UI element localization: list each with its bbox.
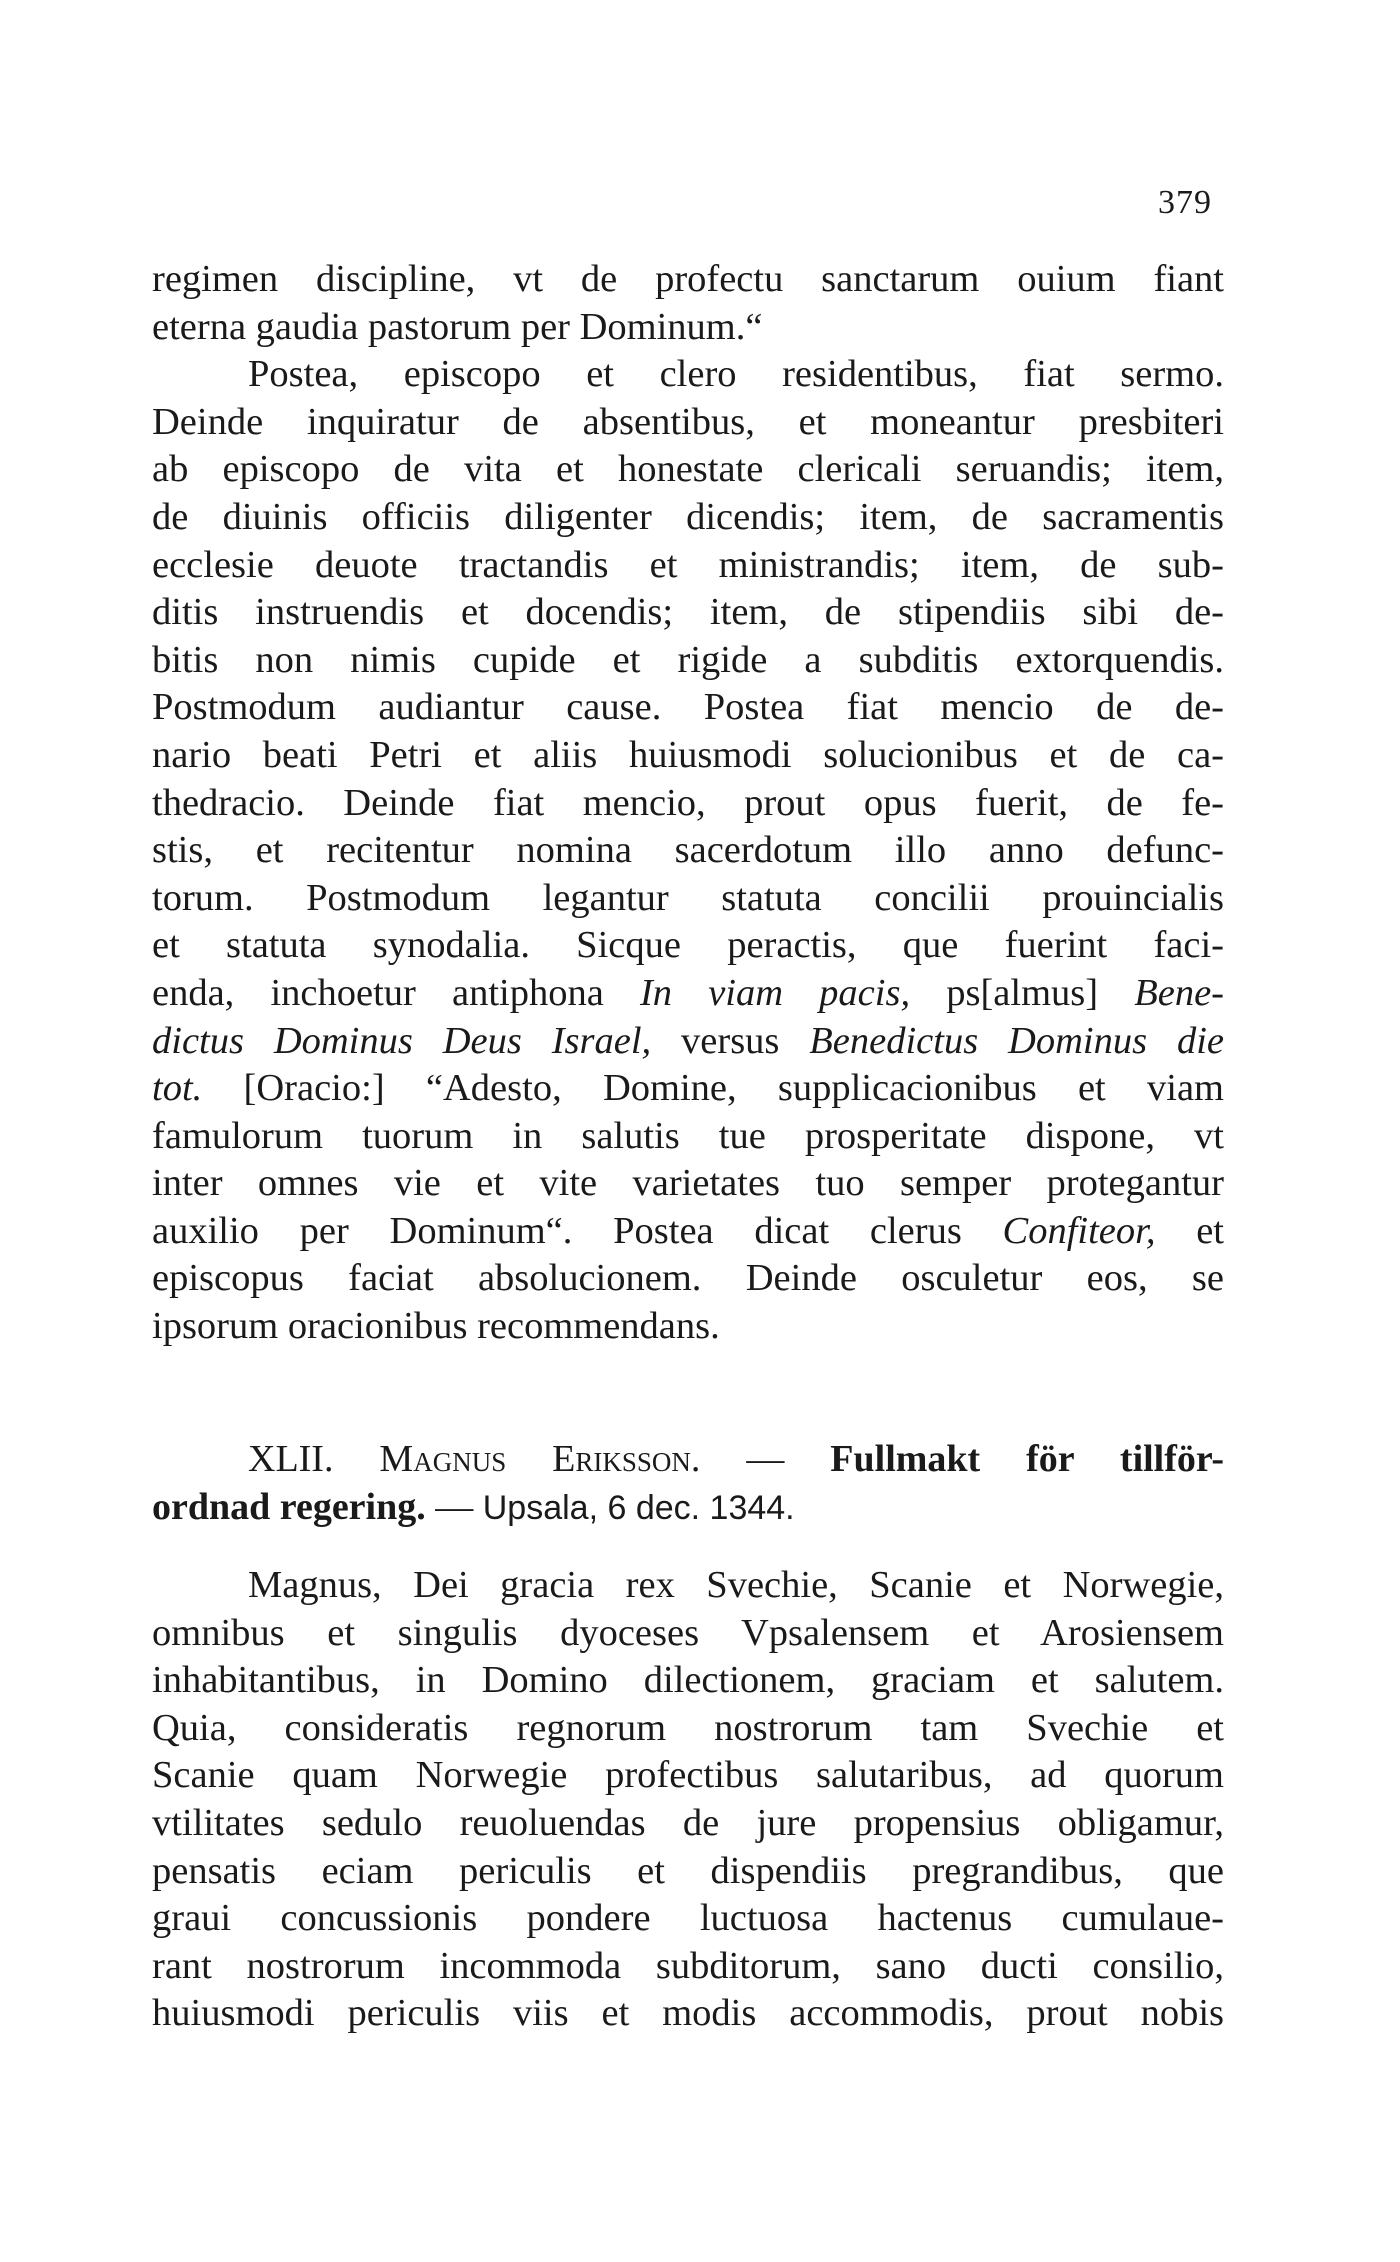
page-number: 379 — [1158, 184, 1212, 221]
text-line: Magnus, Dei gracia rex Svechie, Scanie et Norwegie, — [248, 1564, 1224, 1606]
text-line: de diuinis officiis diligenter dicendis; item, de sacramentis — [152, 495, 1224, 538]
text-line: regimen discipline, vt de profectu sanctarum ouium fiant — [152, 258, 1224, 300]
italic-title: Confiteor, — [1002, 1209, 1156, 1252]
text-run: versus — [651, 1019, 810, 1062]
text-line: Postea, episcopo et clero residentibus, fiat sermo. — [248, 353, 1224, 396]
text-line: Scanie quam Norwegie profectibus salutaribus, ad quorum — [152, 1754, 1224, 1797]
text-line: ab episcopo de vita et honestate clericali seruandis; item, — [152, 448, 1224, 491]
text-line: eterna gaudia pastorum per Dominum.“ — [152, 305, 763, 348]
text-line — [152, 970, 1224, 1018]
text-line: pensatis eciam periculis et dispendiis pregrandibus, que — [152, 1849, 1224, 1892]
italic-title: dictus Dominus Deus Israel, — [152, 1019, 652, 1062]
text-line: rant nostrorum incommoda subditorum, sano ducti consilio, — [152, 1944, 1224, 1987]
text-line: et statuta synodalia. Sicque peractis, que fuerint faci- — [152, 924, 1224, 967]
text-line: bitis non nimis cupide et rigide a subditis extorquendis. — [152, 638, 1224, 681]
text-line: vtilitates sedulo reuoluendas de jure propensius obligamur, — [152, 1801, 1224, 1844]
text-run: auxilio per Dominum“. Postea dicat clerus — [152, 1209, 1003, 1252]
dash: — — [700, 1438, 831, 1480]
place-date: Upsala, 6 dec. 1344. — [482, 1488, 795, 1527]
text-line — [152, 1208, 1224, 1256]
italic-title: Bene- — [1134, 971, 1224, 1014]
text-line: inhabitantibus, in Domino dilectionem, graciam et salutem. — [152, 1659, 1224, 1702]
text-line: huiusmodi periculis viis et modis accommodis, prout nobis — [152, 1992, 1224, 2035]
text-line: ipsorum oracionibus recommendans. — [152, 1305, 720, 1348]
text-line: Deinde inquiratur de absentibus, et moneantur presbiteri — [152, 400, 1224, 443]
italic-title: In viam pacis, — [639, 971, 911, 1014]
document-title-continued: ordnad regering. — [152, 1485, 426, 1528]
text-line: famulorum tuorum in salutis tue prosperitate dispone, vt — [152, 1114, 1224, 1157]
issuer-name: Magnus Eriksson. — [379, 1438, 701, 1480]
dash: — — [425, 1485, 483, 1528]
text-line: inter omnes vie et vite varietates tuo semper protegantur — [152, 1162, 1224, 1205]
text-line: ecclesie deuote tractandis et ministrandis; item, de sub- — [152, 543, 1224, 586]
text-run: ps[almus] — [910, 971, 1135, 1014]
text-line: stis, et recitentur nomina sacerdotum illo anno defunc- — [152, 829, 1224, 872]
paragraph-charter-text — [152, 1562, 1224, 2038]
document-heading — [152, 1436, 1224, 1531]
text-line: ditis instruendis et docendis; item, de stipendiis sibi de- — [152, 591, 1224, 634]
text-line — [152, 1065, 1224, 1113]
text-line — [152, 1018, 1224, 1066]
heading-line — [152, 1484, 1224, 1532]
text-run: [Oracio:] “Adesto, Domine, supplicacionibus et viam — [202, 1067, 1224, 1110]
text-line: graui concussionis pondere luctuosa hactenus cumulaue- — [152, 1897, 1224, 1940]
paragraph-liturgical-text — [152, 256, 1224, 1351]
italic-title: Benedictus Dominus die — [809, 1019, 1224, 1062]
text-line: omnibus et singulis dyoceses Vpsalensem et Arosiensem — [152, 1611, 1224, 1654]
text-run: enda, inchoetur antiphona — [152, 971, 640, 1014]
text-line: thedracio. Deinde fiat mencio, prout opus fuerit, de fe- — [152, 781, 1224, 824]
document-title: Fullmakt för tillför- — [830, 1438, 1225, 1480]
text-line: Quia, consideratis regnorum nostrorum tam Svechie et — [152, 1706, 1224, 1749]
text-line: nario beati Petri et aliis huiusmodi solucionibus et de ca- — [152, 733, 1224, 776]
text-run: et — [1155, 1209, 1224, 1252]
text-line: episcopus faciat absolucionem. Deinde osculetur eos, se — [152, 1257, 1224, 1300]
italic-title: tot. — [152, 1067, 203, 1110]
heading-line — [152, 1436, 1224, 1484]
text-line: Postmodum audiantur cause. Postea fiat mencio de de- — [152, 686, 1224, 729]
text-line: torum. Postmodum legantur statuta concilii prouincialis — [152, 876, 1224, 919]
document-number: XLII. — [248, 1438, 334, 1480]
